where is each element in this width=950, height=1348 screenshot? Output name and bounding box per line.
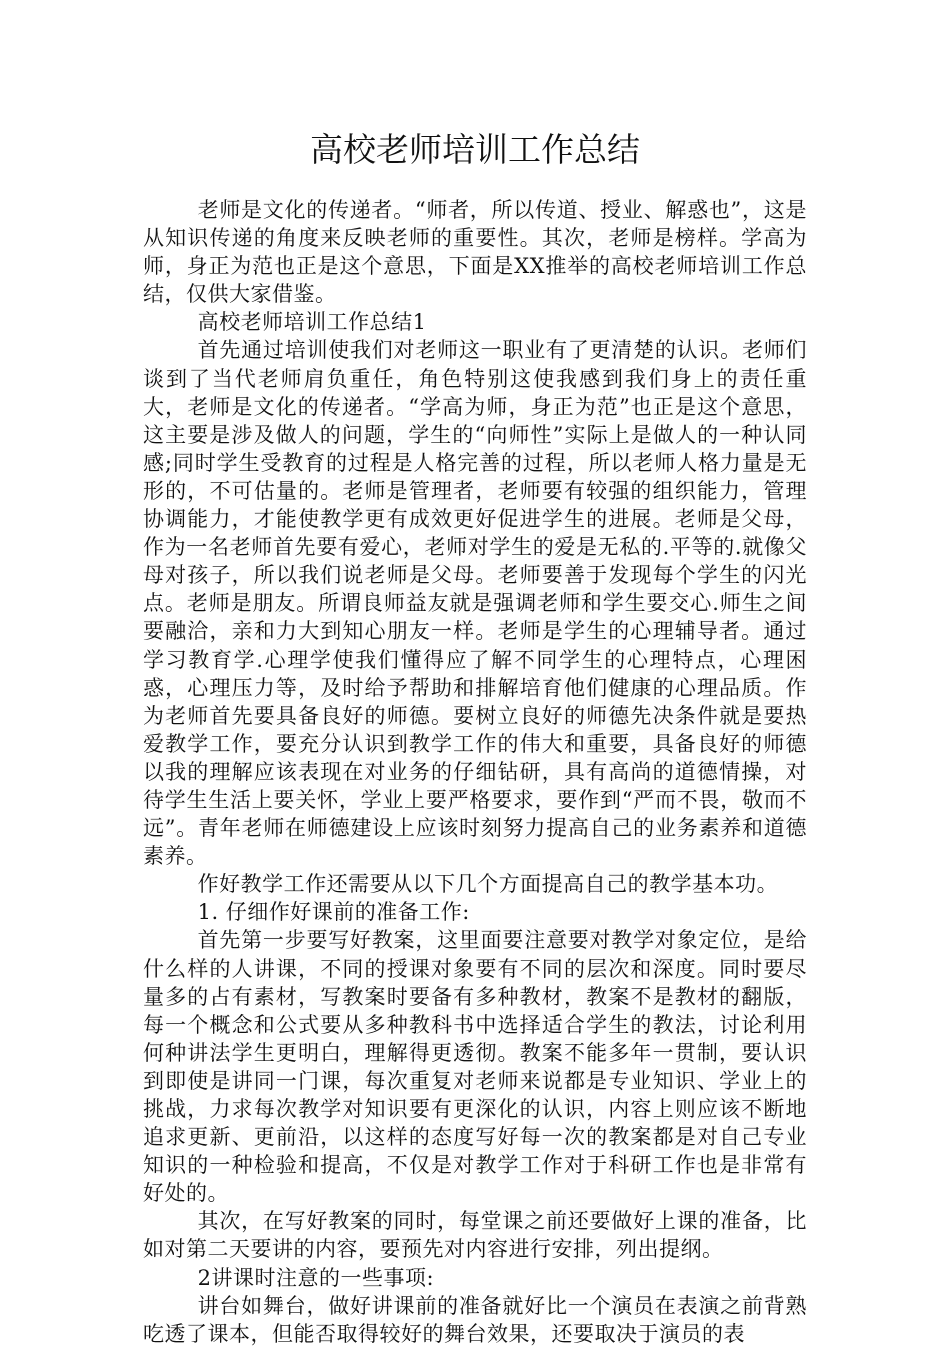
subsection-heading: 1. 仔细作好课前的准备工作: <box>197 900 470 925</box>
body-paragraph: 首先通过培训使我们对老师这一职业有了更清楚的认识。老师们谈到了当代老师肩负重任，角色特别这使我感到我们身上的责任重大，老师是文化的传递者。“学高为师，身正为范”也正是这个意思，这主要是涉及做人的问题，学生的“向师性”实际上是做人的一种认同感;同时学生受教育的过程是人格完善的过程，所以老师人格力量是无形的，不可估量的。老师是管理者，老师要有较强的组织能力，管理协调能力，才能使教学更有成效更好促进学生的进展。老师是父母，作为一名老师首先要有爱心，老师对学生的爱是无私的.平等的.就像父母对孩子，所以我们说老师是父母。老师要善于发现每个学生的闪光点。老师是朋友。所谓良师益友就是强调老师和学生要交心.师生之间要融洽，亲和力大到知心朋友一样。老师是学生的心理辅导者。通过学习教育学.心理学使我们懂得应了解不同学生的心理特点，心理困惑，心理压力等，及时给予帮助和排解培育他们健康的心理品质。作为老师首先要具备良好的师德。要树立良好的师德先决条件就是要热爱教学工作，要充分认识到教学工作的伟大和重要，具备良好的师德以我的理解应该表现在对业务的仔细钻研，具有高尚的道德情操，对待学生生活上要关怀，学业上要严格要求，要作到“严而不畏，敬而不远”。青年老师在师德建设上应该时刻努力提高自己的业务素养和道德素养。 <box>143 338 807 869</box>
body-paragraph: 作好教学工作还需要从以下几个方面提高自己的教学基本功。 <box>197 872 779 897</box>
section-heading: 高校老师培训工作总结1 <box>197 310 427 335</box>
body-paragraph: 其次，在写好教案的同时，每堂课之前还要做好上课的准备，比如对第二天要讲的内容，要预先对内容进行安排，列出提纲。 <box>143 1209 807 1262</box>
body-paragraph: 首先第一步要写好教案，这里面要注意要对教学对象定位，是给什么样的人讲课，不同的授课对象要有不同的层次和深度。同时要尽量多的占有素材，写教案时要备有多种教材，教案不是教材的翻版，每一个概念和公式要从多种教科书中选择适合学生的教法，讨论利用何种讲法学生更明白，理解得更透彻。教案不能多年一贯制，要认识到即使是讲同一门课，每次重复对老师来说都是专业知识、学业上的挑战，力求每次教学对知识要有更深化的认识，内容上则应该不断地追求更新、更前沿，以这样的态度写好每一次的教案都是对自己专业知识的一种检验和提高，不仅是对教学工作对于科研工作也是非常有好处的。 <box>143 928 807 1206</box>
document-body <box>143 196 807 1348</box>
document-title: 高校老师培训工作总结 <box>310 130 640 169</box>
intro-paragraph: 老师是文化的传递者。“师者，所以传道、授业、解惑也”，这是从知识传递的角度来反映老师的重要性。其次，老师是榜样。学高为师，身正为范也正是这个意思，下面是XX推举的高校老师培训工作总结，仅供大家借鉴。 <box>143 198 807 307</box>
subsection-heading: 2讲课时注意的一些事项: <box>197 1265 435 1290</box>
body-paragraph: 讲台如舞台，做好讲课前的准备就好比一个演员在表演之前背熟吃透了课本，但能否取得较好的舞台效果，还要取决于演员的表 <box>143 1293 807 1346</box>
